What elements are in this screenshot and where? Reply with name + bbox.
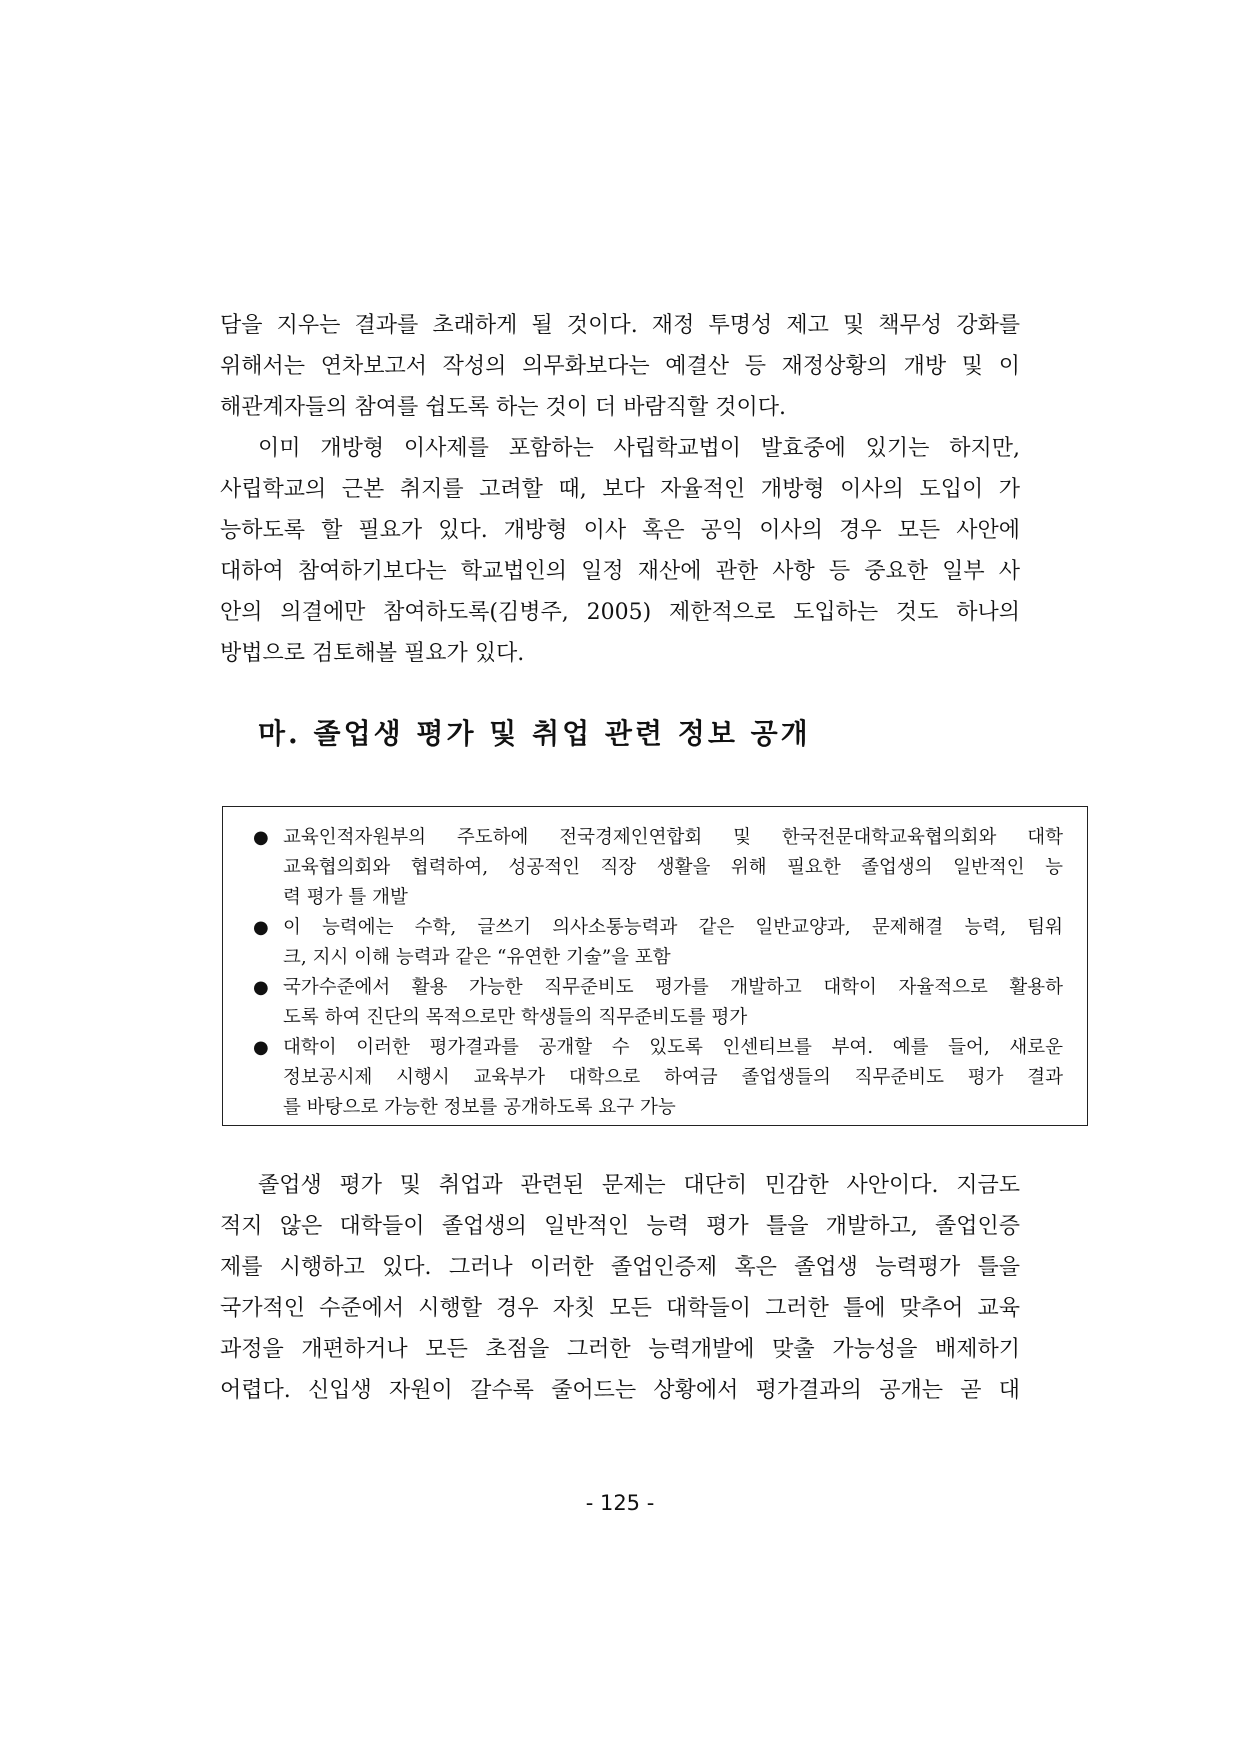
bullet-line: 교육인적자원부의 주도하에 전국경제인연합회 및 한국전문대학교육협의회와 대학 <box>283 827 1063 848</box>
paragraph-line: 적지 않은 대학들이 졸업생의 일반적인 능력 평가 틀을 개발하고, 졸업인증 <box>220 1214 1020 1239</box>
bullet-line: 를 바탕으로 가능한 정보를 공개하도록 요구 가능 <box>283 1097 676 1118</box>
paragraph-line: 해관계자들의 참여를 쉽도록 하는 것이 더 바람직할 것이다. <box>220 395 786 420</box>
bullet-line: 이 능력에는 수학, 글쓰기 의사소통능력과 같은 일반교양과, 문제해결 능력, 팀워 <box>283 917 1063 938</box>
summary-box <box>222 806 1088 1126</box>
paragraph-line: 안의 의결에만 참여하도록(김병주, 2005) 제한적으로 도입하는 것도 하나의 <box>220 600 1020 625</box>
paragraph-line: 국가적인 수준에서 시행할 경우 자칫 모든 대학들이 그러한 틀에 맞추어 교육 <box>220 1296 1020 1321</box>
bullet-line: 크, 지시 이해 능력과 같은 “유연한 기술”을 포함 <box>283 947 671 968</box>
paragraph-line: 담을 지우는 결과를 초래하게 될 것이다. 재정 투명성 제고 및 책무성 강화를 <box>220 313 1020 338</box>
paragraph-1 <box>220 305 1020 428</box>
bullet-list <box>251 823 1063 1123</box>
bullet-item <box>251 913 1063 973</box>
paragraph-3 <box>220 1165 1020 1411</box>
bullet-line: 교육협의회와 협력하여, 성공적인 직장 생활을 위해 필요한 졸업생의 일반적인 능 <box>283 857 1063 878</box>
paragraph-line: 대하여 참여하기보다는 학교법인의 일정 재산에 관한 사항 등 중요한 일부 사 <box>220 559 1020 584</box>
page-number: - 125 - <box>585 1491 655 1515</box>
paragraph-line: 방법으로 검토해볼 필요가 있다. <box>220 641 525 666</box>
bullet-line: 국가수준에서 활용 가능한 직무준비도 평가를 개발하고 대학이 자율적으로 활용하 <box>283 977 1063 998</box>
bullet-icon: ● <box>253 977 269 998</box>
paragraph-line: 어렵다. 신입생 자원이 갈수록 줄어드는 상황에서 평가결과의 공개는 곧 대 <box>220 1378 1020 1403</box>
paragraph-line: 과정을 개편하거나 모든 초점을 그러한 능력개발에 맞출 가능성을 배제하기 <box>220 1337 1020 1362</box>
bullet-item <box>251 1033 1063 1123</box>
bullet-line: 대학이 이러한 평가결과를 공개할 수 있도록 인센티브를 부여. 예를 들어, 새로운 <box>283 1037 1063 1058</box>
bullet-icon: ● <box>253 917 269 938</box>
paragraph-line: 능하도록 할 필요가 있다. 개방형 이사 혹은 공익 이사의 경우 모든 사안에 <box>220 518 1020 543</box>
bullet-item <box>251 823 1063 913</box>
paragraph-2 <box>220 428 1020 674</box>
paragraph-line: 이미 개방형 이사제를 포함하는 사립학교법이 발효중에 있기는 하지만, <box>258 436 1020 461</box>
bullet-line: 정보공시제 시행시 교육부가 대학으로 하여금 졸업생들의 직무준비도 평가 결과 <box>283 1067 1063 1088</box>
bullet-line: 력 평가 틀 개발 <box>283 887 408 908</box>
bullet-icon: ● <box>253 1037 269 1058</box>
bullet-icon: ● <box>253 827 269 848</box>
paragraph-line: 제를 시행하고 있다. 그러나 이러한 졸업인증제 혹은 졸업생 능력평가 틀을 <box>220 1255 1020 1280</box>
section-heading: 마. 졸업생 평가 및 취업 관련 정보 공개 <box>258 717 811 750</box>
bullet-line: 도록 하여 진단의 목적으로만 학생들의 직무준비도를 평가 <box>283 1007 748 1028</box>
paragraph-line: 위해서는 연차보고서 작성의 의무화보다는 예결산 등 재정상황의 개방 및 이 <box>220 354 1020 379</box>
paragraph-line: 사립학교의 근본 취지를 고려할 때, 보다 자율적인 개방형 이사의 도입이 가 <box>220 477 1020 502</box>
bullet-item <box>251 973 1063 1033</box>
paragraph-line: 졸업생 평가 및 취업과 관련된 문제는 대단히 민감한 사안이다. 지금도 <box>258 1173 1020 1198</box>
